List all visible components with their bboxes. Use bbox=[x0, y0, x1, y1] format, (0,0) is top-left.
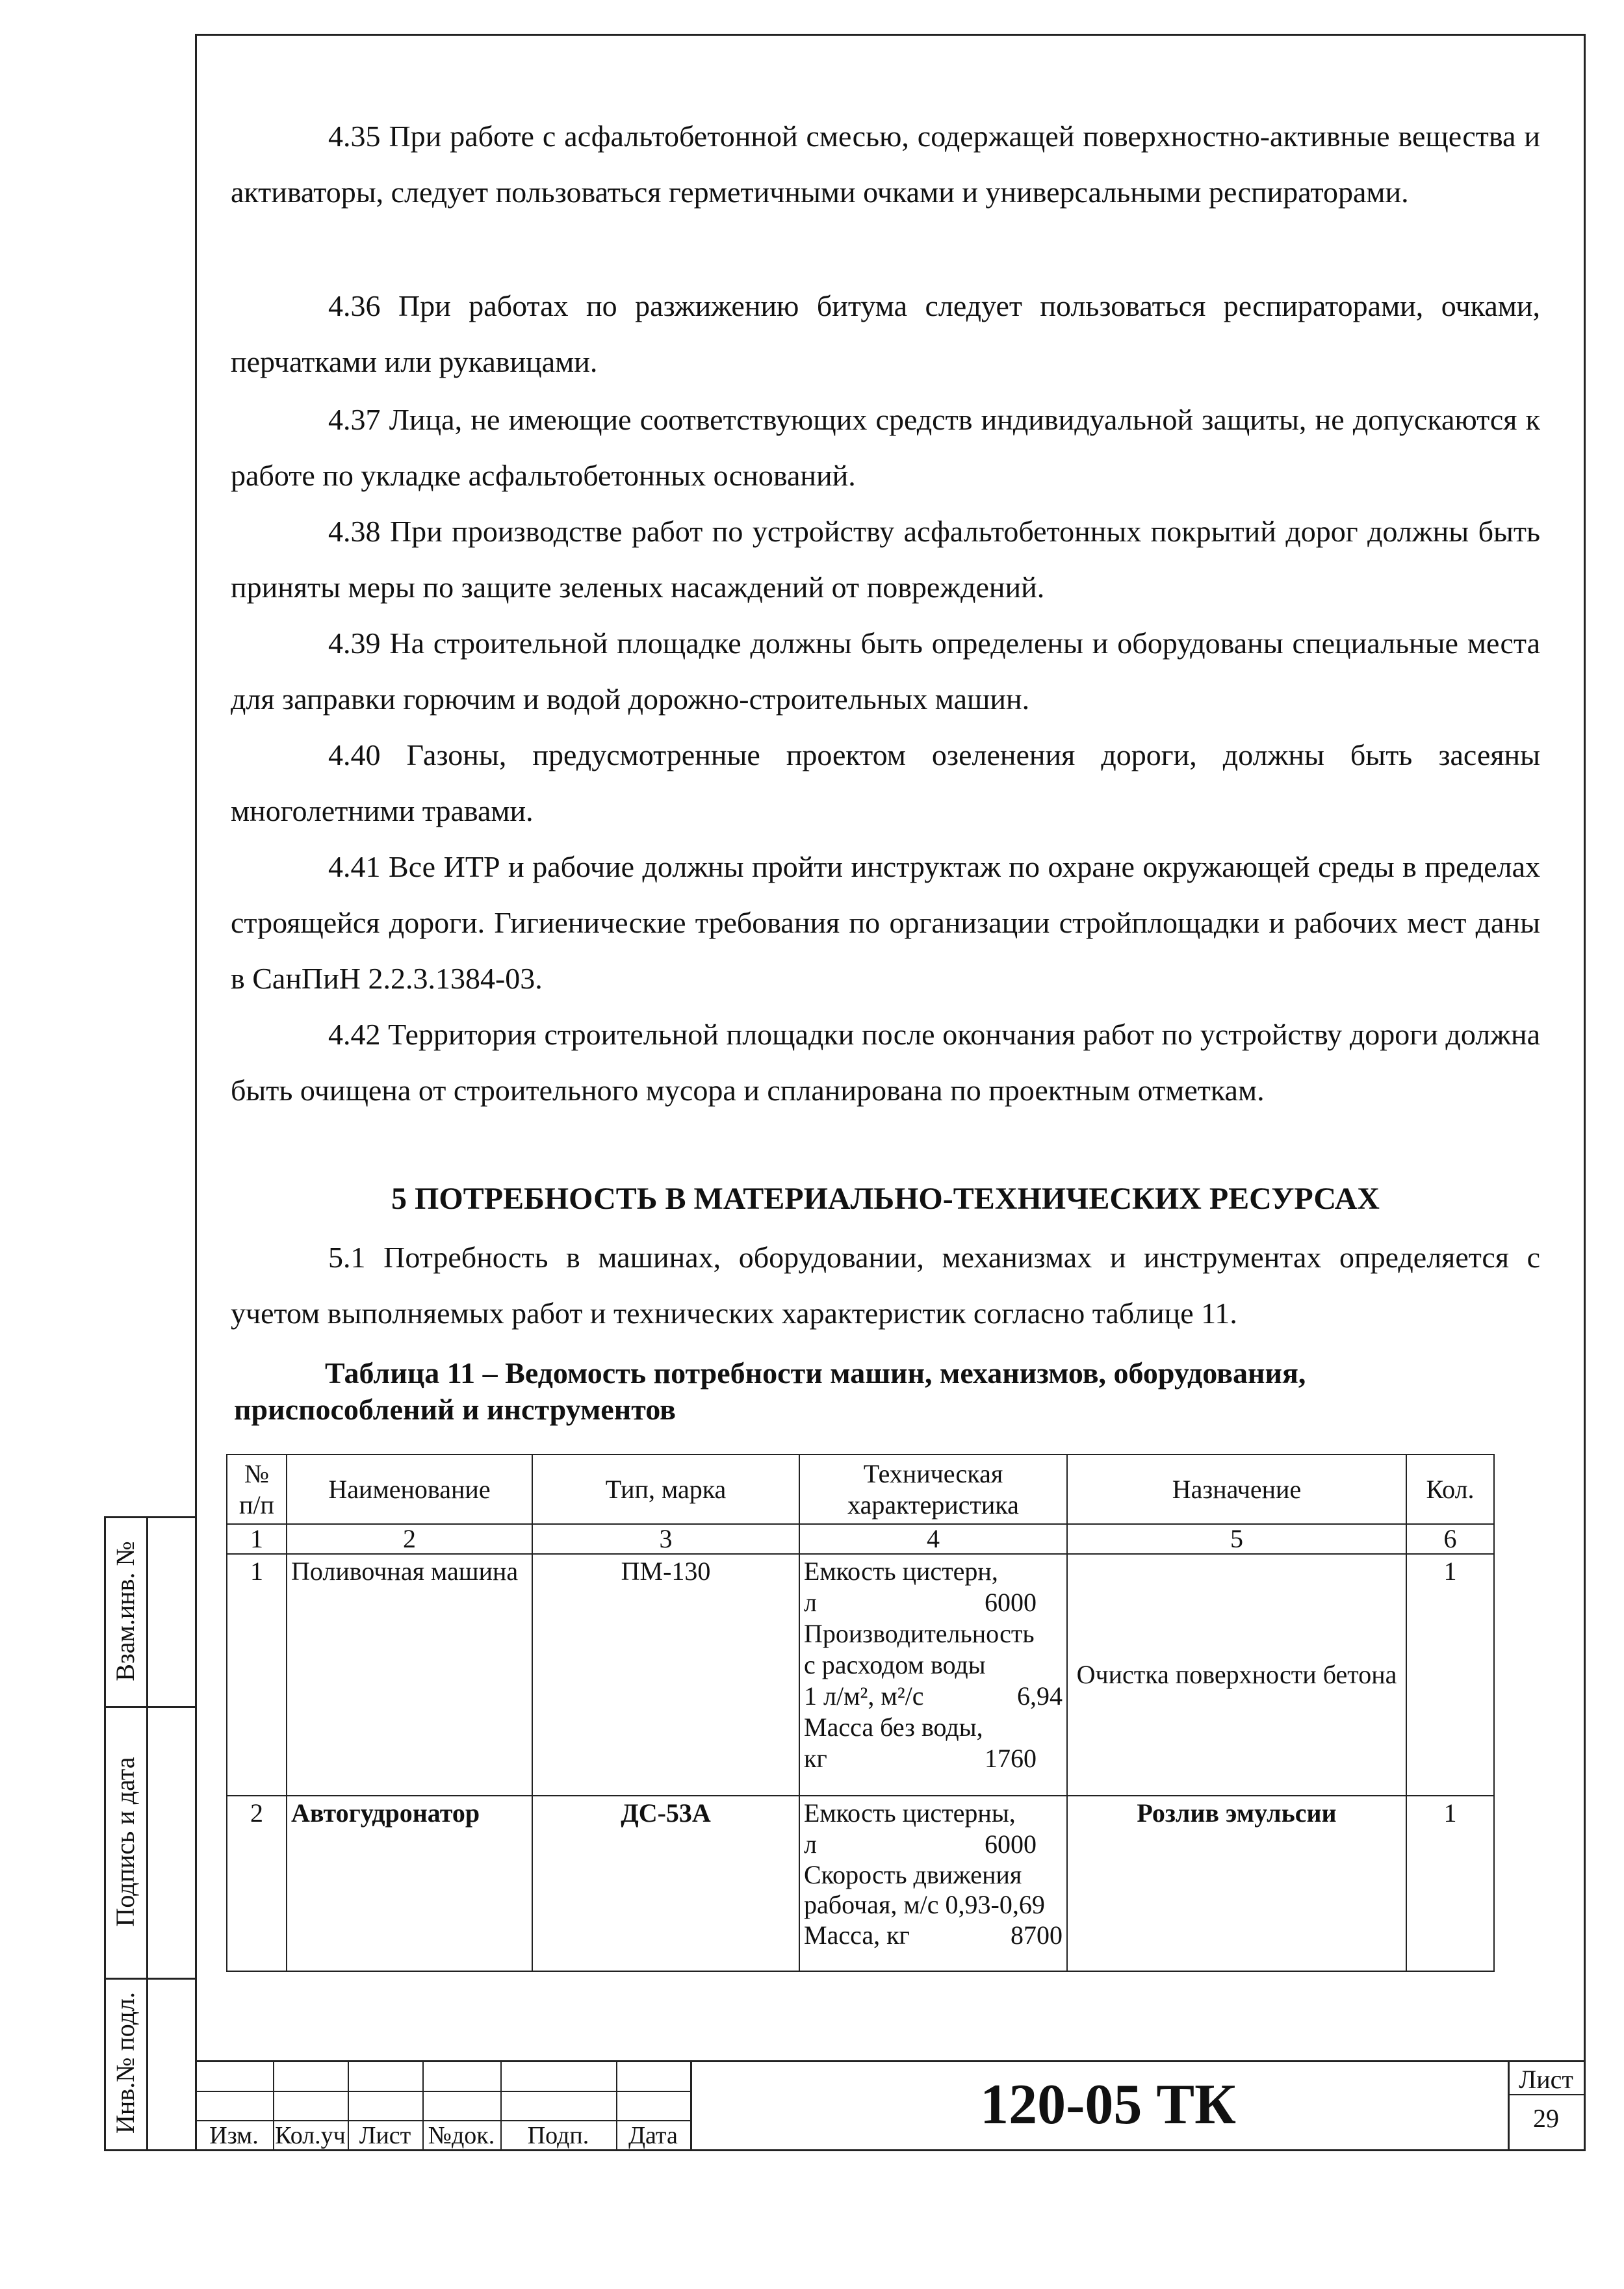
spec-line bbox=[804, 1829, 1063, 1860]
tb-label-date: Дата bbox=[628, 2122, 678, 2149]
row-qty: 1 bbox=[1406, 1796, 1494, 1971]
tb-top bbox=[195, 2060, 1586, 2062]
spec-label: Производительность bbox=[804, 1619, 1035, 1648]
header-spec: Техническая характеристика bbox=[799, 1455, 1067, 1524]
spec-label: Скорость движения рабочая, м/с bbox=[804, 1860, 1022, 1919]
spec-label: с расходом воды bbox=[804, 1650, 986, 1679]
spec-label: л bbox=[804, 1588, 817, 1617]
spec-label: Масса, кг bbox=[804, 1920, 910, 1950]
table-row bbox=[227, 1554, 1494, 1796]
section-heading: 5 ПОТРЕБНОСТЬ В МАТЕРИАЛЬНО-ТЕХНИЧЕСКИХ РЕСУРСАХ bbox=[391, 1182, 1380, 1216]
column-number: 5 bbox=[1067, 1524, 1406, 1554]
row-qty: 1 bbox=[1406, 1554, 1494, 1796]
column-number: 4 bbox=[799, 1524, 1067, 1554]
spec-line bbox=[804, 1618, 1063, 1649]
row-type: ДС-53А bbox=[532, 1796, 799, 1971]
spec-value: 1760 bbox=[985, 1744, 1037, 1773]
spec-line bbox=[804, 1681, 1063, 1712]
header-qty: Кол. bbox=[1406, 1455, 1494, 1524]
frame-top bbox=[195, 34, 1586, 36]
paragraph-4-42: 4.42 Территория строительной площадки после окончания работ по устройству дороги должна быть очищена от строительного мусора и спланирована по проектным отметкам. bbox=[231, 1018, 1540, 1107]
spec-line bbox=[804, 1649, 1063, 1681]
spec-value: 6,94 bbox=[1017, 1681, 1063, 1711]
spec-value: 0,93-0,69 bbox=[945, 1890, 1045, 1919]
paragraph-4-37: 4.37 Лица, не имеющие соответствующих средств индивидуальной защиты, не допускаются к работе по укладке асфальтобетонных оснований. bbox=[231, 403, 1540, 492]
row-spec bbox=[799, 1554, 1067, 1796]
spec-label: кг bbox=[804, 1744, 827, 1773]
spec-label: Емкость цистерн, bbox=[804, 1557, 998, 1586]
row-purpose: Розлив эмульсии bbox=[1067, 1796, 1406, 1971]
paragraph-4-35: 4.35 При работе с асфальтобетонной смесью, содержащей поверхностно-активные вещества и активаторы, следует пользоваться герметичными очками и универсальными респираторами. bbox=[231, 120, 1540, 209]
spec-line bbox=[804, 1860, 1063, 1920]
header-name: Наименование bbox=[287, 1455, 532, 1524]
tb-label-change: Изм. bbox=[209, 2122, 259, 2149]
header-purpose: Назначение bbox=[1067, 1455, 1406, 1524]
row-name: Автогудронатор bbox=[287, 1796, 532, 1971]
table-row bbox=[227, 1796, 1494, 1971]
paragraph-4-38: 4.38 При производстве работ по устройству асфальтобетонных покрытий дорог должны быть приняты меры по защите зеленых насаждений от повреждений. bbox=[231, 515, 1540, 604]
spec-line bbox=[804, 1920, 1063, 1951]
document-code: 120-05 ТК bbox=[980, 2073, 1236, 2136]
sheet-number: 29 bbox=[1533, 2104, 1559, 2133]
row-num: 1 bbox=[227, 1554, 287, 1796]
spec-line bbox=[804, 1743, 1063, 1774]
spec-line bbox=[804, 1712, 1063, 1743]
column-number: 6 bbox=[1406, 1524, 1494, 1554]
paragraph-4-36: 4.36 При работах по разжижению битума следует пользоваться респираторами, очками, перчатками или рукавицами. bbox=[231, 289, 1540, 378]
row-name: Поливочная машина bbox=[287, 1554, 532, 1796]
paragraph-5-1: 5.1 Потребность в машинах, оборудовании, механизмах и инструментах определяется с учетом выполняемых работ и технических характеристик согласно таблице 11. bbox=[231, 1241, 1540, 1330]
side-label-signature-date: Подпись и дата bbox=[110, 1757, 140, 1927]
spec-label: Емкость цистерны, bbox=[804, 1798, 1016, 1828]
spec-value: 6000 bbox=[985, 1830, 1037, 1859]
side-stamp-mid bbox=[146, 1516, 148, 2151]
row-spec bbox=[799, 1796, 1067, 1971]
spec-label: Масса без воды, bbox=[804, 1713, 983, 1742]
spec-line bbox=[804, 1556, 1063, 1587]
sheet-label: Лист bbox=[1519, 2065, 1573, 2094]
tb-label-sheet: Лист bbox=[359, 2122, 411, 2149]
paragraph-4-39: 4.39 На строительной площадке должны быть определены и оборудованы специальные места для заправки горючим и водой дорожно-строительных машин. bbox=[231, 627, 1540, 716]
column-number: 3 bbox=[532, 1524, 799, 1554]
table-header-row bbox=[227, 1455, 1494, 1524]
frame-right bbox=[1584, 34, 1586, 2151]
tb-label-docnum: №док. bbox=[428, 2122, 495, 2149]
column-number-row bbox=[227, 1524, 1494, 1554]
spec-line bbox=[804, 1587, 1063, 1618]
spec-value: 6000 bbox=[985, 1588, 1037, 1617]
spec-line bbox=[804, 1798, 1063, 1829]
spec-label: 1 л/м², м²/с bbox=[804, 1681, 924, 1711]
column-number: 2 bbox=[287, 1524, 532, 1554]
tb-col6 bbox=[690, 2060, 692, 2151]
row-type: ПМ-130 bbox=[532, 1554, 799, 1796]
spec-value: 8700 bbox=[1011, 1920, 1063, 1950]
header-num: № п/п bbox=[227, 1455, 287, 1524]
equipment-table bbox=[226, 1454, 1495, 1972]
paragraph-4-40: 4.40 Газоны, предусмотренные проектом озеленения дороги, должны быть засеяны многолетними травами. bbox=[231, 738, 1540, 827]
frame-left bbox=[195, 34, 197, 2151]
table-caption: Таблица 11 – Ведомость потребности машин, механизмов, оборудования, приспособлений и инструментов bbox=[234, 1356, 1306, 1426]
tb-label-signature: Подп. bbox=[527, 2122, 589, 2149]
paragraph-4-41: 4.41 Все ИТР и рабочие должны пройти инструктаж по охране окружающей среды в пределах строящейся дороги. Гигиенические требования по организации стройплощадки и рабочих мест даны в СанПиН 2.2.3.1384-03. bbox=[231, 850, 1540, 995]
row-num: 2 bbox=[227, 1796, 287, 1971]
side-label-original-inv: Инв.№ подл. bbox=[110, 1992, 140, 2134]
spec-label: л bbox=[804, 1830, 817, 1859]
tb-label-count: Кол.уч bbox=[275, 2122, 346, 2149]
side-stamp-left bbox=[104, 1516, 106, 2151]
column-number: 1 bbox=[227, 1524, 287, 1554]
header-type: Тип, марка bbox=[532, 1455, 799, 1524]
side-label-replace-inv: Взам.инв. № bbox=[110, 1541, 140, 1681]
row-purpose: Очистка поверхности бетона bbox=[1067, 1554, 1406, 1796]
